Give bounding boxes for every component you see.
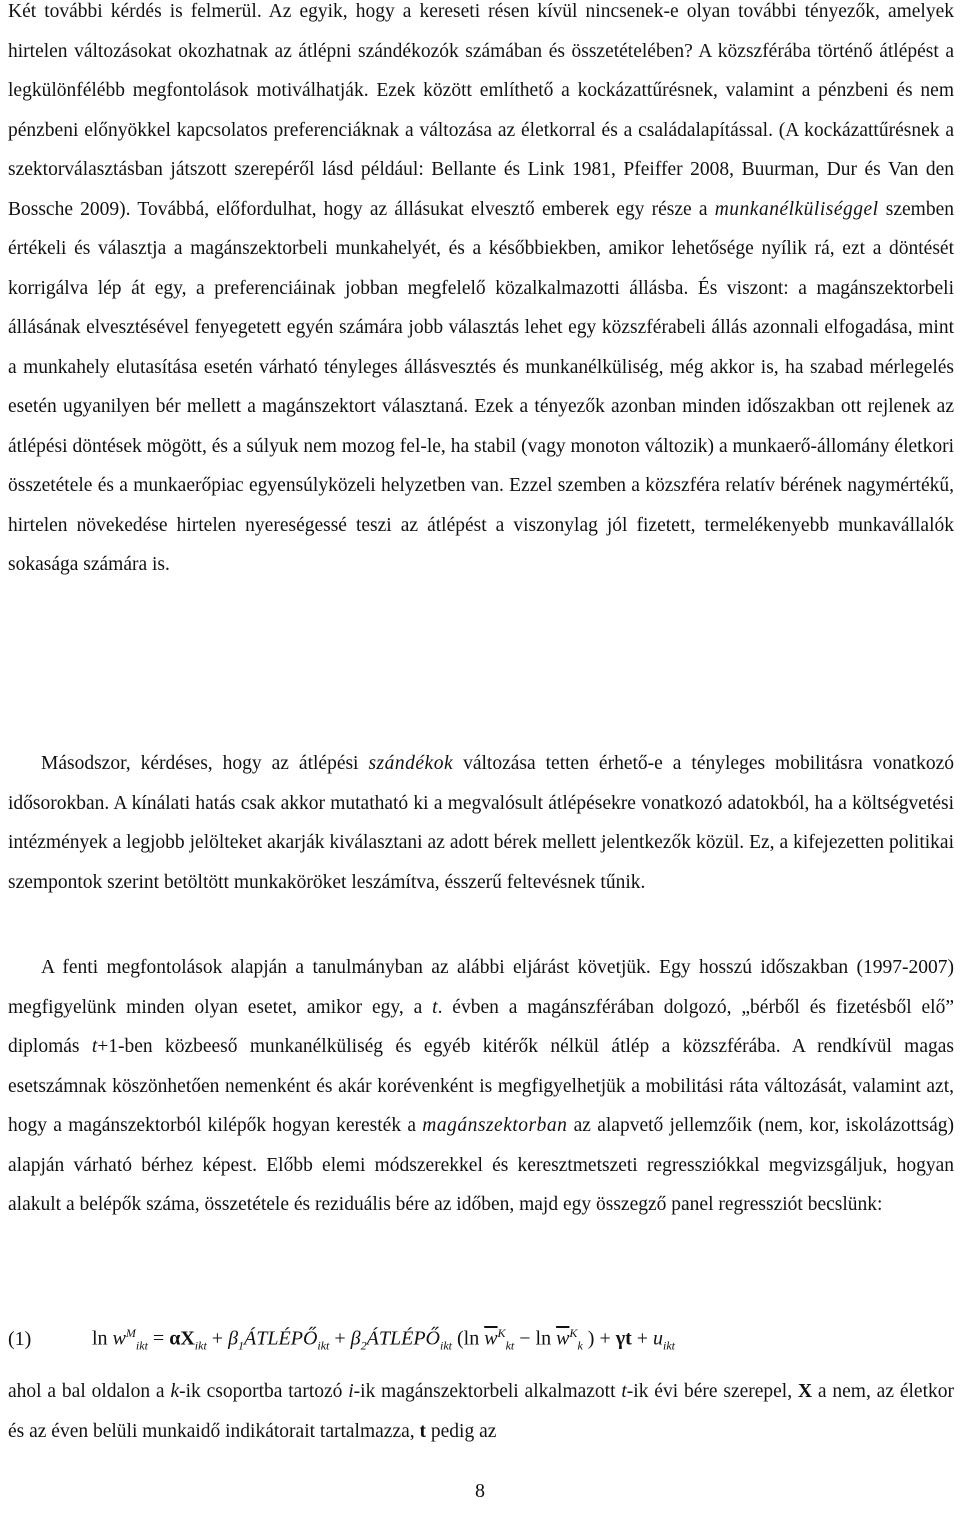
eq-sub-ikt-4: ikt <box>439 1338 452 1353</box>
paragraph-3-var-t: t <box>432 996 438 1018</box>
eq-sup-k-1: K <box>497 1326 506 1340</box>
eq-sub-ikt-2: ikt <box>194 1338 207 1353</box>
eq-minus: − <box>519 1327 531 1350</box>
paragraph-2-emphasis: szándékok <box>368 753 454 774</box>
eq-w-bar-2: $\overline{w}$ <box>556 1327 570 1350</box>
eq-atlepo-2: ÁTLÉPŐ <box>366 1327 440 1350</box>
eq-open-ln: (ln <box>456 1327 480 1350</box>
paragraph-4-text-d: -ik évi bére szerepel, <box>626 1381 798 1402</box>
paragraph-4-var-i: i <box>348 1381 354 1402</box>
eq-beta-1: β <box>228 1327 239 1350</box>
eq-sub-1: 1 <box>238 1338 245 1353</box>
paragraph-3 <box>8 948 954 1225</box>
paragraph-1 <box>8 0 954 585</box>
equation-1 <box>8 1313 954 1353</box>
eq-w: w <box>112 1327 126 1350</box>
paragraph-3-text-b: . évben a magánszférában dolgozó, „bérből és fizetésből elő” diplomás <box>8 996 954 1057</box>
paragraph-3-text-d: az alapvető jellemzőik (nem, kor, iskolázottság) alapján várható bérhez képest. Előbb elemi módszerekkel és keresztmetszeti regressziókkal megvizsgáljuk, hogyan alakult a belépők száma, összetétele és reziduális bére az időben, majd egy összegző panel regressziót becslünk: <box>8 1115 954 1215</box>
paragraph-3-text-c: +1-ben közbeeső munkanélküliség és egyéb kitérők nélkül átlép a közszférába. A rendkívül magas esetszámnak köszönhetően nemenként és akár korévenként is megfigyelhetjük a mobilitási ráta változását, valamint azt, hogy a magánszektorból kilépők hogyan keresték a <box>8 1036 955 1136</box>
paragraph-4-text-f: pedig az <box>426 1420 497 1442</box>
eq-u: u <box>653 1327 664 1350</box>
eq-w-bar-1: $\overline{w}$ <box>484 1327 498 1350</box>
eq-close: ) <box>587 1327 595 1350</box>
paragraph-4-text-c: -ik magánszektorbeli alkalmazott <box>353 1381 622 1402</box>
eq-alpha-x: αX <box>169 1327 195 1350</box>
paragraph-2-text-a: Másodszor, kérdéses, hogy az átlépési <box>41 753 369 774</box>
paragraph-4-text-a: ahol a bal oldalon a <box>8 1381 171 1402</box>
eq-sub-kt: kt <box>505 1338 515 1353</box>
eq-beta-2: β <box>350 1327 361 1350</box>
equation-number: (1) <box>8 1327 32 1350</box>
eq-plus-4: + <box>636 1327 649 1350</box>
paragraph-4-var-t: t <box>621 1381 627 1402</box>
paragraph-4-var-t-bold: t <box>419 1420 426 1442</box>
eq-ln-2: ln <box>535 1327 552 1350</box>
eq-sub-ikt: ikt <box>135 1338 148 1353</box>
eq-equals: = <box>152 1327 165 1350</box>
paragraph-3-text-a: A fenti megfontolások alapján a tanulmányban az alábbi eljárást követjük. Egy hosszú időszakban (1997-2007) megfigyelünk minden olyan esetet, amikor egy, a <box>8 957 954 1018</box>
eq-ln: ln <box>92 1327 108 1350</box>
paragraph-3-emphasis: magánszektorban <box>422 1115 568 1136</box>
eq-sub-k: k <box>577 1338 583 1353</box>
paragraph-1-emphasis: munkanélküliséggel <box>714 198 879 220</box>
paragraph-4 <box>8 1372 954 1451</box>
paragraph-4-text-e: a nem, az életkor és az éven belüli munkaidő indikátorait tartalmazza, <box>8 1381 954 1442</box>
paragraph-1-text-a: Két további kérdés is felmerül. Az egyik, hogy a kereseti résen kívül nincsenek-e olyan további tényezők, amelyek hirtelen változásokat okozhatnak az átlépni szándékozók számában és összetételében? A közszférába történő átlépést a legkülönfélébb megfontolások motiválhatják. Ezek között említhető a kockázattűrésnek, valamint a pénzbeni és nem pénzbeni előnyökkel kapcsolatos preferenciáknak a változása az életkorral és a családalapítással. (A kockázattűrésnek a szektorválasztásban játszott szerepéről lásd például: Bellante és Link 1981, Pfeiffer 2008, Buurman, Dur és Van den Bossche 2009). Továbbá, előfordulhat, hogy az állásukat elvesztő emberek egy része a <box>8 1 954 220</box>
paragraph-1-text-b: szemben értékeli és választja a magánszektorbeli munkahelyét, és a későbbiekben, amikor lehetősége nyílik rá, ezt a döntését korrigálva lép át egy, a preferenciáinak jobban megfelelő közalkalmazotti állásba. És viszont: a magánszektorbeli állásának elvesztésével fenyegetett egyén számára jobb választás lehet egy közszférabeli állás azonnali elfogadása, mint a munkahely elutasítása esetén várható tényleges állásvesztés és munkanélküliség, még akkor is, ha szabad mérlegelés esetén ugyanilyen bér mellett a magánszektort választaná. Ezek a tényezők azonban minden időszakban ott rejlenek az átlépési döntések mögött, és a súlyuk nem mozog fel-le, ha stabil (vagy monoton változik) a munkaerő-állomány életkori összetétele és a munkaerőpiac egyensúlyközeli helyzetben van. Ezzel szemben a közszféra relatív bérének nagymértékű, hirtelen növekedése hirtelen nyereségessé teszi az átlépést a viszonylag jól fizetett, termelékenyebb munkavállalók sokasága számára is. <box>8 198 954 575</box>
eq-sup-m: M <box>125 1326 136 1340</box>
eq-plus-2: + <box>334 1327 346 1350</box>
paragraph-3-var-t2: t <box>91 1036 98 1057</box>
eq-sub-2: 2 <box>360 1338 367 1353</box>
eq-gamma-t: γt <box>615 1327 632 1350</box>
paragraph-2 <box>8 744 954 902</box>
page-number: 8 <box>475 1480 485 1502</box>
eq-sub-ikt-3: ikt <box>317 1338 330 1353</box>
paragraph-4-text-b: -ik csoportba tartozó <box>179 1381 349 1402</box>
eq-sub-ikt-5: ikt <box>663 1338 676 1353</box>
paragraph-4-var-x: X <box>797 1381 813 1402</box>
paragraph-4-var-k: k <box>170 1381 180 1402</box>
eq-atlepo-1: ÁTLÉPŐ <box>244 1327 318 1350</box>
paragraph-2-text-b: változása tetten érhető-e a tényleges mobilitásra vonatkozó idősorokban. A kínálati hatás csak akkor mutatható ki a megvalósult átlépésekre vonatkozó adatokból, ha a költségvetési intézmények a legjobb jelölteket akarják kiválasztani az adott bérek mellett jelentkezők közül. Ez, a kifejezetten politikai szempontok szerint betöltött munkaköröket leszámítva, ésszerű feltevésnek tűnik. <box>8 753 954 893</box>
eq-plus-1: + <box>211 1327 224 1350</box>
eq-sup-k-2: K <box>569 1326 578 1340</box>
eq-plus-3: + <box>599 1327 611 1350</box>
